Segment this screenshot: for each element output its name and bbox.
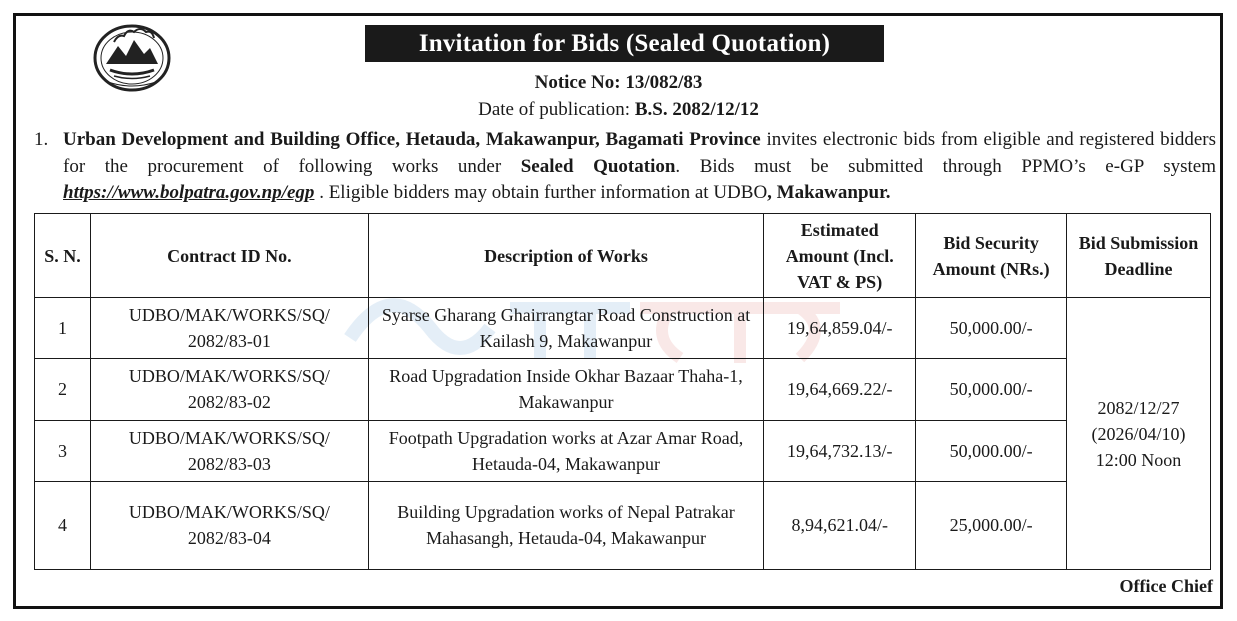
publication-label: Date of publication: <box>478 99 635 120</box>
row-description: Syarse Gharang Ghairrangtar Road Construction at Kailash 9, Makawanpur <box>368 298 763 359</box>
office-name: Urban Development and Building Office, Hetauda, Makawanpur, Bagamati Province <box>63 129 761 150</box>
table-row <box>35 420 1211 481</box>
bids-table <box>34 213 1211 570</box>
paragraph-text-1: invites electronic bids from eligible and registered bidders for the procurement of following works under <box>63 129 1216 177</box>
deadline-bs-date: 2082/12/27 <box>1097 397 1180 418</box>
header-sn: S. N. <box>35 214 91 298</box>
row-estimated-amount: 19,64,669.22/- <box>764 359 916 420</box>
row-description: Road Upgradation Inside Okhar Bazaar Thaha-1, Makawanpur <box>368 359 763 420</box>
row-sn: 2 <box>35 359 91 420</box>
deadline-time: 12:00 Noon <box>1095 449 1182 470</box>
row-contract-id: UDBO/MAK/WORKS/SQ/ 2082/83-02 <box>90 359 368 420</box>
office-chief-signature: Office Chief <box>1119 576 1213 596</box>
publication-date-line <box>0 99 1237 121</box>
paragraph-number: 1. <box>34 129 49 150</box>
row-bid-security: 25,000.00/- <box>916 481 1067 569</box>
table-header-row <box>35 214 1211 298</box>
row-bid-security: 50,000.00/- <box>916 359 1067 420</box>
row-estimated-amount: 19,64,859.04/- <box>764 298 916 359</box>
row-contract-id: UDBO/MAK/WORKS/SQ/ 2082/83-01 <box>90 298 368 359</box>
paragraph-text-3: . Eligible bidders may obtain further information at UDBO <box>314 182 768 203</box>
row-contract-id: UDBO/MAK/WORKS/SQ/ 2082/83-04 <box>90 481 368 569</box>
header-estimated-amount: Estimated Amount (Incl. VAT & PS) <box>764 214 916 298</box>
header-description: Description of Works <box>368 214 763 298</box>
row-estimated-amount: 8,94,621.04/- <box>764 481 916 569</box>
publication-date: B.S. 2082/12/12 <box>634 99 759 120</box>
header-contract-id: Contract ID No. <box>90 214 368 298</box>
egp-link[interactable]: https://www.bolpatra.gov.np/egp <box>63 182 315 203</box>
procurement-method: Sealed Quotation <box>520 155 676 177</box>
row-sn: 1 <box>35 298 91 359</box>
header-deadline: Bid Submission Deadline <box>1067 214 1211 298</box>
table-row <box>35 298 1211 359</box>
row-bid-security: 50,000.00/- <box>916 298 1067 359</box>
deadline-ad-date: (2026/04/10) <box>1091 423 1186 444</box>
table-row <box>35 359 1211 420</box>
row-description: Building Upgradation works of Nepal Patrakar Mahasangh, Hetauda-04, Makawanpur <box>368 481 763 569</box>
row-sn: 3 <box>35 420 91 481</box>
office-location: , Makawanpur. <box>767 182 891 203</box>
notice-title: Invitation for Bids (Sealed Quotation) <box>365 25 884 62</box>
table-row <box>35 481 1211 569</box>
row-estimated-amount: 19,64,732.13/- <box>764 420 916 481</box>
header-bid-security: Bid Security Amount (NRs.) <box>916 214 1067 298</box>
paragraph-text-2: . Bids must be submitted through PPMO’s e-GP system <box>675 155 1216 177</box>
invitation-paragraph <box>34 127 1216 207</box>
row-sn: 4 <box>35 481 91 569</box>
submission-deadline <box>1067 298 1211 570</box>
notice-number: Notice No: 13/082/83 <box>534 72 703 93</box>
row-bid-security: 50,000.00/- <box>916 420 1067 481</box>
row-contract-id: UDBO/MAK/WORKS/SQ/ 2082/83-03 <box>90 420 368 481</box>
row-description: Footpath Upgradation works at Azar Amar Road, Hetauda-04, Makawanpur <box>368 420 763 481</box>
